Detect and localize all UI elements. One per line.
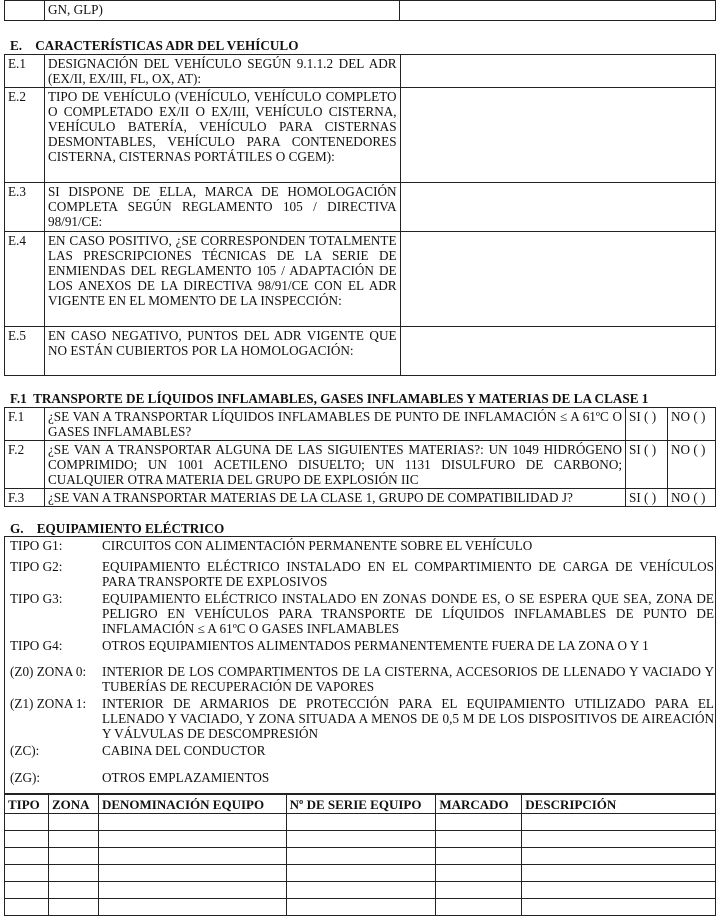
- row-code: F.1: [5, 408, 45, 441]
- table-row: [5, 88, 716, 183]
- cell[interactable]: [286, 814, 436, 831]
- col-header-marcado: MARCADO: [436, 795, 522, 814]
- col-header-serie: Nº DE SERIE EQUIPO: [286, 795, 436, 814]
- table-row: [5, 865, 716, 882]
- definition-text: OTROS EQUIPAMIENTOS ALIMENTADOS PERMANENTEMENTE FUERA DE LA ZONA O Y 1: [102, 638, 649, 653]
- cell[interactable]: [48, 814, 98, 831]
- row-text: EN CASO POSITIVO, ¿SE CORRESPONDEN TOTALMENTE LAS PRESCRIPCIONES TÉCNICAS DE LA SERIE DE ENMIENDAS DEL REGLAMENTO 105 / ADAPTACIÓN DE LOS ANEXOS DE LA DIRECTIVA 98/91/CE CON EL ADR VIGENTE EN EL MOMENTO DE LA INSPECCIÓN:: [44, 232, 400, 327]
- definition-text: OTROS EMPLAZAMIENTOS: [102, 770, 270, 785]
- cell[interactable]: [98, 831, 286, 848]
- answer-cell[interactable]: [400, 327, 715, 376]
- definition-label: TIPO G4:: [10, 638, 63, 653]
- row-code: E.4: [5, 232, 45, 327]
- table-header-row: [5, 795, 716, 814]
- definition-label: TIPO G3:: [10, 591, 63, 606]
- section-f-table: [4, 407, 716, 507]
- cell[interactable]: [48, 865, 98, 882]
- cell[interactable]: [522, 848, 716, 865]
- table-row: [5, 814, 716, 831]
- definition-label: (ZC):: [10, 743, 40, 758]
- cell[interactable]: [286, 848, 436, 865]
- row-text: TIPO DE VEHÍCULO (VEHÍCULO, VEHÍCULO COMPLETO O COMPLETADO EX/II O EX/III, VEHÍCULO CISTERNA, VEHÍCULO BATERÍA, VEHÍCULO PARA CISTERNAS DESMONTABLES, VEHÍCULO PARA CONTENEDORES CISTERNA, CISTERNAS PORTÁTILES O CGEM):: [44, 88, 400, 183]
- row-code: E.3: [5, 183, 45, 232]
- cell[interactable]: [522, 882, 716, 899]
- cell[interactable]: [436, 848, 522, 865]
- cell[interactable]: [5, 831, 49, 848]
- top-row-table: [4, 0, 716, 21]
- table-row: [5, 882, 716, 899]
- cell[interactable]: [436, 865, 522, 882]
- table-row: [5, 55, 716, 88]
- definition-text: INTERIOR DE LOS COMPARTIMENTOS DE LA CISTERNA, ACCESORIOS DE LLENADO Y VACIADO Y TUBERÍAS DE RECUPERACIÓN DE VAPORES: [102, 664, 714, 694]
- definition-label: TIPO G2:: [10, 559, 63, 574]
- row-code: F.3: [5, 489, 45, 507]
- answer-cell[interactable]: [400, 55, 715, 88]
- si-checkbox[interactable]: SI ( ): [626, 489, 668, 507]
- section-e-title: E. CARACTERÍSTICAS ADR DEL VEHÍCULO: [10, 38, 299, 53]
- cell[interactable]: [48, 882, 98, 899]
- cell[interactable]: [98, 882, 286, 899]
- definition-text: EQUIPAMIENTO ELÉCTRICO INSTALADO EN EL COMPARTIMIENTO DE CARGA DE VEHÍCULOS PARA TRANSPORTE DE EXPLOSIVOS: [102, 559, 714, 589]
- si-checkbox[interactable]: SI ( ): [626, 441, 668, 489]
- cell[interactable]: [286, 831, 436, 848]
- definition-text: EQUIPAMIENTO ELÉCTRICO INSTALADO EN ZONAS DONDE ES, O SE ESPERA QUE SEA, ZONA DE PELIGRO EN VEHÍCULOS PARA TRANSPORTE DE LÍQUIDOS INFLAMABLES DE PUNTO DE INFLAMACIÓN ≤ A 61ºC O GASES INFLAMABLES: [102, 591, 714, 636]
- col-header-zona: ZONA: [48, 795, 98, 814]
- top-row-text: GN, GLP): [44, 1, 400, 21]
- cell[interactable]: [98, 814, 286, 831]
- cell[interactable]: [98, 899, 286, 916]
- equipment-table: [4, 794, 716, 916]
- cell[interactable]: [48, 899, 98, 916]
- cell[interactable]: [436, 814, 522, 831]
- cell[interactable]: [5, 865, 49, 882]
- cell[interactable]: [5, 814, 49, 831]
- section-e-table: [4, 54, 716, 376]
- section-f-title: F.1 TRANSPORTE DE LÍQUIDOS INFLAMABLES, GASES INFLAMABLES Y MATERIAS DE LA CLASE 1: [10, 391, 649, 406]
- cell[interactable]: [286, 865, 436, 882]
- no-checkbox[interactable]: NO ( ): [667, 489, 715, 507]
- table-row: [5, 327, 716, 376]
- definition-label: (Z1) ZONA 1:: [10, 696, 87, 711]
- row-code: E.1: [5, 55, 45, 88]
- col-header-denominacion: DENOMINACIÓN EQUIPO: [98, 795, 286, 814]
- cell[interactable]: [436, 882, 522, 899]
- row-code: E.2: [5, 88, 45, 183]
- definition-text: CIRCUITOS CON ALIMENTACIÓN PERMANENTE SOBRE EL VEHÍCULO: [102, 538, 533, 553]
- row-text: ¿SE VAN A TRANSPORTAR MATERIAS DE LA CLASE 1, GRUPO DE COMPATIBILIDAD J?: [44, 489, 625, 507]
- row-text: EN CASO NEGATIVO, PUNTOS DEL ADR VIGENTE QUE NO ESTÁN CUBIERTOS POR LA HOMOLOGACIÓN:: [44, 327, 400, 376]
- definition-label: TIPO G1:: [10, 538, 63, 553]
- row-text: ¿SE VAN A TRANSPORTAR LÍQUIDOS INFLAMABLES DE PUNTO DE INFLAMACIÓN ≤ A 61ºC O GASES INFLAMABLES?: [44, 408, 625, 441]
- cell[interactable]: [5, 882, 49, 899]
- cell[interactable]: [522, 814, 716, 831]
- definition-text: INTERIOR DE ARMARIOS DE PROTECCIÓN PARA EL EQUIPAMIENTO UTILIZADO PARA EL LLENADO Y VACIADO, Y ZONA SITUADA A MENOS DE 0,5 M DE LOS DISPOSITIVOS DE AIREACIÓN Y VÁLVULAS DE DESCOMPRESIÓN: [102, 696, 714, 741]
- definition-label: (ZG):: [10, 770, 41, 785]
- row-code: E.5: [5, 327, 45, 376]
- table-row: [5, 848, 716, 865]
- top-row-empty-code: [5, 1, 45, 21]
- col-header-descripcion: DESCRIPCIÓN: [522, 795, 716, 814]
- cell[interactable]: [522, 831, 716, 848]
- cell[interactable]: [5, 899, 49, 916]
- cell[interactable]: [98, 865, 286, 882]
- table-row: [5, 232, 716, 327]
- cell[interactable]: [436, 831, 522, 848]
- definition-label: (Z0) ZONA 0:: [10, 664, 87, 679]
- cell[interactable]: [522, 899, 716, 916]
- table-row: [5, 489, 716, 507]
- no-checkbox[interactable]: NO ( ): [667, 408, 715, 441]
- cell[interactable]: [5, 848, 49, 865]
- cell[interactable]: [436, 899, 522, 916]
- cell[interactable]: [98, 848, 286, 865]
- cell[interactable]: [286, 899, 436, 916]
- top-row-value[interactable]: [400, 1, 716, 21]
- row-text: SI DISPONE DE ELLA, MARCA DE HOMOLOGACIÓN COMPLETA SEGÚN REGLAMENTO 105 / DIRECTIVA 98/91/CE:: [44, 183, 400, 232]
- answer-cell[interactable]: [400, 88, 715, 183]
- cell[interactable]: [48, 831, 98, 848]
- cell[interactable]: [286, 882, 436, 899]
- row-text: ¿SE VAN A TRANSPORTAR ALGUNA DE LAS SIGUIENTES MATERIAS?: UN 1049 HIDRÓGENO COMPRIMIDO; UN 1001 ACETILENO DISUELTO; UN 1131 DISULFURO DE CARBONO; CUALQUIER OTRA MATERIA DEL GRUPO DE EXPLOSIÓN IIC: [44, 441, 625, 489]
- table-row: [5, 831, 716, 848]
- table-row: [5, 441, 716, 489]
- row-text: DESIGNACIÓN DEL VEHÍCULO SEGÚN 9.1.1.2 DEL ADR (EX/II, EX/III, FL, OX, AT):: [44, 55, 400, 88]
- row-code: F.2: [5, 441, 45, 489]
- answer-cell[interactable]: [400, 232, 715, 327]
- table-row: [5, 183, 716, 232]
- cell[interactable]: [48, 848, 98, 865]
- table-row: [5, 408, 716, 441]
- section-g-title: G. EQUIPAMIENTO ELÉCTRICO: [10, 521, 225, 536]
- answer-cell[interactable]: [400, 183, 715, 232]
- no-checkbox[interactable]: NO ( ): [667, 441, 715, 489]
- col-header-tipo: TIPO: [5, 795, 49, 814]
- definition-text: CABINA DEL CONDUCTOR: [102, 743, 266, 758]
- cell[interactable]: [522, 865, 716, 882]
- si-checkbox[interactable]: SI ( ): [626, 408, 668, 441]
- table-row: [5, 899, 716, 916]
